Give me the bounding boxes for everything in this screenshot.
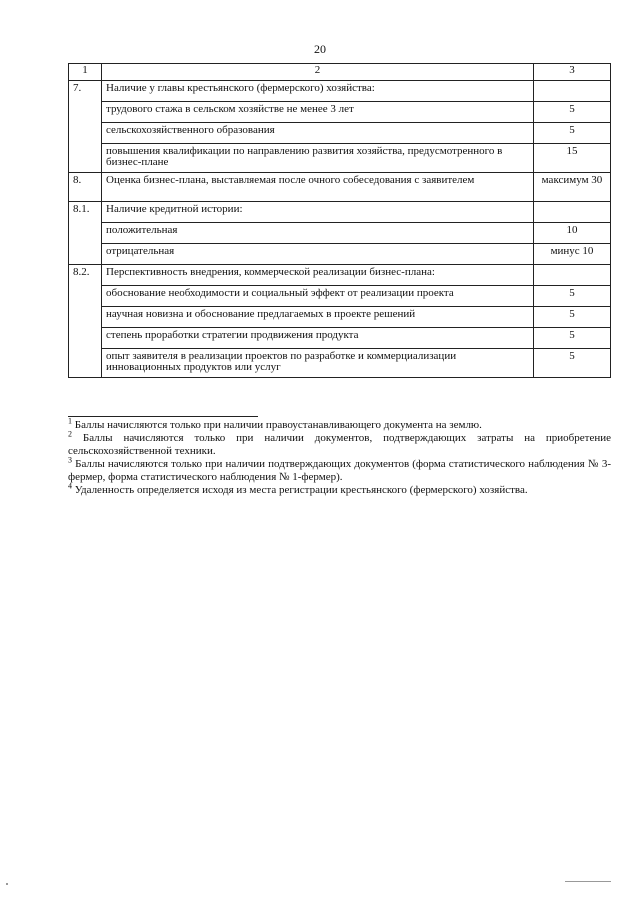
table-row — [69, 202, 611, 223]
row-criterion: Перспективность внедрения, коммерческой реализации бизнес-плана: — [102, 265, 534, 286]
table-row — [69, 173, 611, 202]
table-row — [69, 102, 611, 123]
criteria-table — [68, 63, 611, 378]
row-criterion: Наличие кредитной истории: — [102, 202, 534, 223]
row-score: 5 — [534, 307, 611, 328]
row-criterion: сельскохозяйственного образования — [102, 123, 534, 144]
table-header-row — [69, 64, 611, 81]
row-score: 5 — [534, 328, 611, 349]
row-number — [69, 328, 102, 349]
row-criterion: опыт заявителя в реализации проектов по разработке и коммерциализации инновационных продуктов или услуг — [102, 349, 534, 378]
footnote-text: Баллы начисляются только при наличии подтверждающих документов (форма статистического наблюдения № 3-фермер, форма статистического наблюдения № 1-фермер). — [68, 458, 611, 483]
row-score: 5 — [534, 123, 611, 144]
page-footer-rule — [565, 881, 611, 882]
row-number — [69, 144, 102, 173]
table-row — [69, 307, 611, 328]
row-score — [534, 202, 611, 223]
row-criterion: степень проработки стратегии продвижения продукта — [102, 328, 534, 349]
row-score — [534, 265, 611, 286]
row-number — [69, 286, 102, 307]
row-number — [69, 102, 102, 123]
row-number: 8.1. — [69, 202, 102, 223]
footnote-4 — [68, 481, 611, 497]
row-number: 8.2. — [69, 265, 102, 286]
row-score: 5 — [534, 349, 611, 378]
scan-speck — [6, 883, 8, 885]
table-row — [69, 328, 611, 349]
row-criterion: отрицательная — [102, 244, 534, 265]
row-criterion: Наличие у главы крестьянского (фермерского) хозяйства: — [102, 81, 534, 102]
row-criterion: трудового стажа в сельском хозяйстве не менее 3 лет — [102, 102, 534, 123]
row-number: 8. — [69, 173, 102, 202]
table-row — [69, 144, 611, 173]
footnote-3 — [68, 455, 611, 484]
footnote-text: Удаленность определяется исходя из места регистрации крестьянского (фермерского) хозяйства. — [74, 484, 528, 496]
footnote-text: Баллы начисляются только при наличии правоустанавливающего документа на землю. — [74, 419, 482, 431]
page-number: 20 — [314, 42, 326, 56]
row-score: 5 — [534, 102, 611, 123]
footnote-1 — [68, 416, 611, 432]
row-score: минус 10 — [534, 244, 611, 265]
table-row — [69, 286, 611, 307]
row-number — [69, 349, 102, 378]
row-criterion: повышения квалификации по направлению развития хозяйства, предусмотренного в бизнес-плане — [102, 144, 534, 173]
header-col-1: 1 — [69, 64, 102, 81]
row-score — [534, 81, 611, 102]
row-score: 5 — [534, 286, 611, 307]
row-criterion: научная новизна и обоснование предлагаемых в проекте решений — [102, 307, 534, 328]
footnote-text: Баллы начисляются только при наличии документов, подтверждающих затраты на приобретение сельскохозяйственной техники. — [68, 432, 611, 457]
row-number — [69, 244, 102, 265]
table-row — [69, 265, 611, 286]
table-row — [69, 81, 611, 102]
footnote-mark: 4 — [68, 481, 72, 491]
row-number — [69, 307, 102, 328]
footnote-mark: 2 — [68, 429, 72, 439]
footnote-separator — [68, 416, 258, 417]
footnote-2 — [68, 429, 611, 458]
row-number — [69, 123, 102, 144]
row-score: 15 — [534, 144, 611, 173]
footnotes — [68, 416, 611, 497]
table-row — [69, 123, 611, 144]
row-number: 7. — [69, 81, 102, 102]
table-row — [69, 223, 611, 244]
row-criterion: положительная — [102, 223, 534, 244]
header-col-2: 2 — [102, 64, 534, 81]
row-score: 10 — [534, 223, 611, 244]
row-score: максимум 30 — [534, 173, 611, 202]
footnote-mark: 1 — [68, 416, 72, 426]
header-col-3: 3 — [534, 64, 611, 81]
table-row — [69, 349, 611, 378]
table-row — [69, 244, 611, 265]
row-criterion: обоснование необходимости и социальный эффект от реализации проекта — [102, 286, 534, 307]
row-number — [69, 223, 102, 244]
row-criterion: Оценка бизнес-плана, выставляемая после очного собеседования с заявителем — [102, 173, 534, 202]
footnote-mark: 3 — [68, 455, 72, 465]
